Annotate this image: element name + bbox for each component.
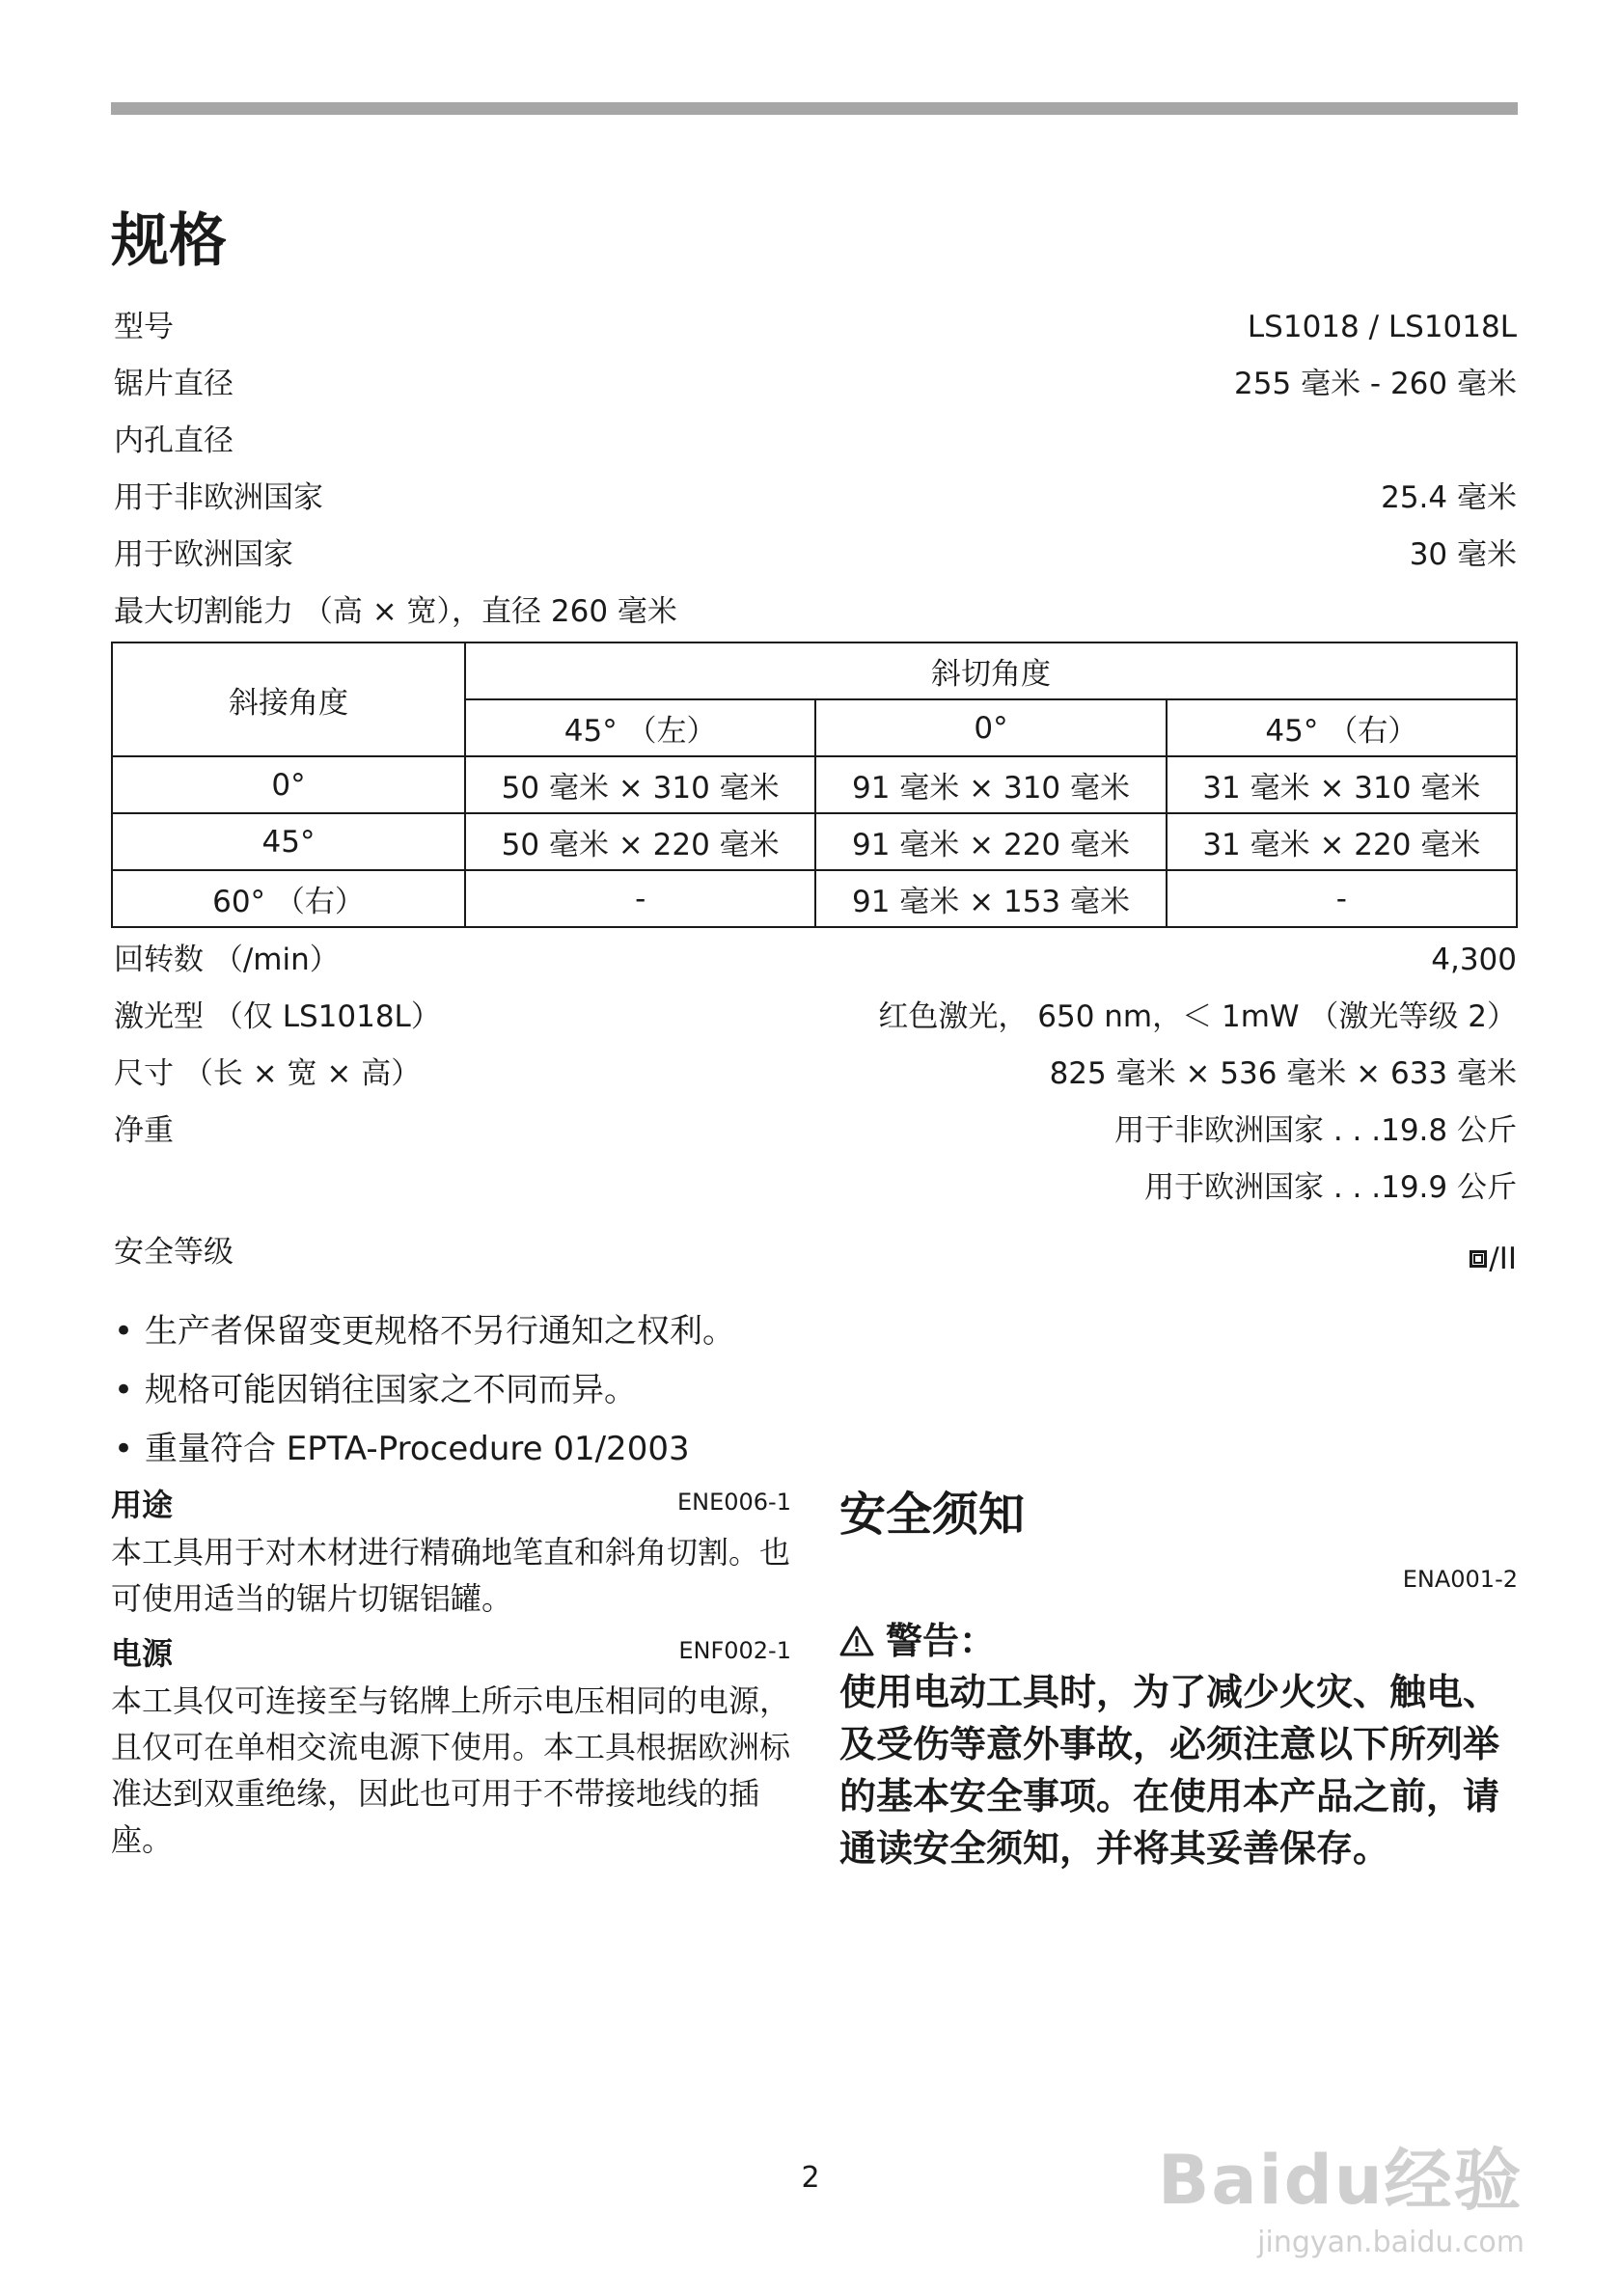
table-cell: - xyxy=(465,870,815,927)
spec-value: 25.4 毫米 xyxy=(1381,480,1517,515)
column-header: 0° xyxy=(815,699,1166,756)
power-text: 本工具仅可连接至与铭牌上所示电压相同的电源，且仅可在单相交流电源下使用。本工具根据欧洲标准达到双重绝缘，因此也可用于不带接地线的插座。 xyxy=(111,1682,791,1858)
spec-label: 安全等级 xyxy=(114,1235,234,1270)
spec-label: 最大切割能力 （高 × 宽），直径 260 毫米 xyxy=(114,594,677,629)
list-item: • 生产者保留变更规格不另行通知之权利。 xyxy=(114,1302,735,1361)
spec-list xyxy=(114,299,1517,641)
table-cell: 50 毫米 × 310 毫米 xyxy=(465,756,815,813)
right-column xyxy=(839,1481,1518,1874)
row-angle: 45° xyxy=(112,813,465,870)
double-insulation-icon xyxy=(1470,1250,1487,1268)
usage-code: ENE006-1 xyxy=(676,1489,791,1516)
power-heading: 电源 xyxy=(111,1635,174,1672)
warning-heading xyxy=(839,1616,1518,1666)
watermark-logo: Baidu经验 xyxy=(1158,2141,1524,2220)
spec-row-rpm xyxy=(114,932,1517,989)
spec-row-max-cut xyxy=(114,584,1517,641)
spec-row-eu xyxy=(114,527,1517,584)
table-cell: 91 毫米 × 153 毫米 xyxy=(815,870,1166,927)
cutting-capacity-table xyxy=(111,642,1518,928)
warning-label: 警告： xyxy=(886,1620,997,1662)
spec-value: 255 毫米 - 260 毫米 xyxy=(1234,367,1517,401)
left-column xyxy=(111,1481,791,1871)
spec-label: 激光型 （仅 LS1018L） xyxy=(114,999,441,1034)
table-cell: 31 毫米 × 310 毫米 xyxy=(1167,756,1517,813)
watermark-url: jingyan.baidu.com xyxy=(1257,2226,1525,2259)
spec-row-bore-diameter xyxy=(114,413,1517,470)
table-cell: 31 毫米 × 220 毫米 xyxy=(1167,813,1517,870)
spec-value: 4,300 xyxy=(1431,943,1517,977)
spec-label: 型号 xyxy=(114,310,174,344)
header-miter-angle: 斜接角度 xyxy=(112,642,465,756)
table-cell: - xyxy=(1167,870,1517,927)
column-header: 45° （右） xyxy=(1167,699,1517,756)
power-heading-row xyxy=(111,1629,791,1678)
table-row xyxy=(112,813,1517,870)
table-row xyxy=(112,870,1517,927)
spec-row-laser xyxy=(114,989,1517,1046)
table-cell: 50 毫米 × 220 毫米 xyxy=(465,813,815,870)
list-item: • 重量符合 EPTA-Procedure 01/2003 xyxy=(114,1420,735,1479)
table-row xyxy=(112,756,1517,813)
table-cell: 91 毫米 × 310 毫米 xyxy=(815,756,1166,813)
top-rule xyxy=(111,102,1518,115)
list-item: • 规格可能因销往国家之不同而异。 xyxy=(114,1361,735,1420)
spec-row-model xyxy=(114,299,1517,356)
spec-value: 30 毫米 xyxy=(1409,537,1517,572)
spec-label: 尺寸 （长 × 宽 × 高） xyxy=(114,1056,422,1091)
spec-label: 用于欧洲国家 xyxy=(114,537,293,572)
page-number: 2 xyxy=(801,2161,820,2195)
spec-value: 用于欧洲国家 . . .19.9 公斤 xyxy=(1143,1170,1517,1205)
usage-heading-row xyxy=(111,1481,791,1529)
spec-label: 锯片直径 xyxy=(114,367,234,401)
row-angle: 60° （右） xyxy=(112,870,465,927)
usage-text: 本工具用于对木材进行精确地笔直和斜角切割。也可使用适当的锯片切锯铝罐。 xyxy=(111,1534,791,1617)
notes-list xyxy=(114,1302,735,1479)
column-header: 45° （左） xyxy=(465,699,815,756)
safety-code: ENA001-2 xyxy=(1402,1566,1518,1593)
spec-list-2 xyxy=(114,932,1517,1288)
spec-label: 用于非欧洲国家 xyxy=(114,480,323,515)
spec-value: 红色激光， 650 nm，＜ 1mW （激光等级 2） xyxy=(878,999,1517,1034)
spec-value: 825 毫米 × 536 毫米 × 633 毫米 xyxy=(1049,1056,1517,1091)
spec-row-safety-class xyxy=(114,1216,1517,1288)
power-code: ENF002-1 xyxy=(678,1637,791,1664)
spec-label: 回转数 （/min） xyxy=(114,943,340,977)
usage-heading: 用途 xyxy=(111,1487,174,1523)
header-bevel-angle: 斜切角度 xyxy=(465,642,1517,699)
spec-row-weight xyxy=(114,1103,1517,1160)
page-title: 规格 xyxy=(111,207,227,275)
spec-row-weight-eu xyxy=(114,1160,1517,1216)
safety-class-value xyxy=(1470,1244,1517,1274)
spec-row-blade-diameter xyxy=(114,356,1517,413)
spec-label: 净重 xyxy=(114,1113,174,1148)
safety-class-text: /II xyxy=(1489,1242,1517,1276)
spec-value: LS1018 / LS1018L xyxy=(1247,310,1517,344)
table-cell: 91 毫米 × 220 毫米 xyxy=(815,813,1166,870)
warning-icon xyxy=(839,1626,874,1656)
spec-label: 内孔直径 xyxy=(114,424,234,458)
watermark xyxy=(1158,2137,1525,2282)
warning-text: 使用电动工具时，为了减少火灾、触电、及受伤等意外事故，必须注意以下所列举的基本安全事项。在使用本产品之前，请通读安全须知，并将其妥善保存。 xyxy=(839,1671,1500,1870)
safety-title: 安全须知 xyxy=(839,1488,1026,1542)
spec-value: 用于非欧洲国家 . . .19.8 公斤 xyxy=(1113,1113,1517,1148)
spec-row-non-eu xyxy=(114,470,1517,527)
spec-row-dimensions xyxy=(114,1046,1517,1103)
row-angle: 0° xyxy=(112,756,465,813)
